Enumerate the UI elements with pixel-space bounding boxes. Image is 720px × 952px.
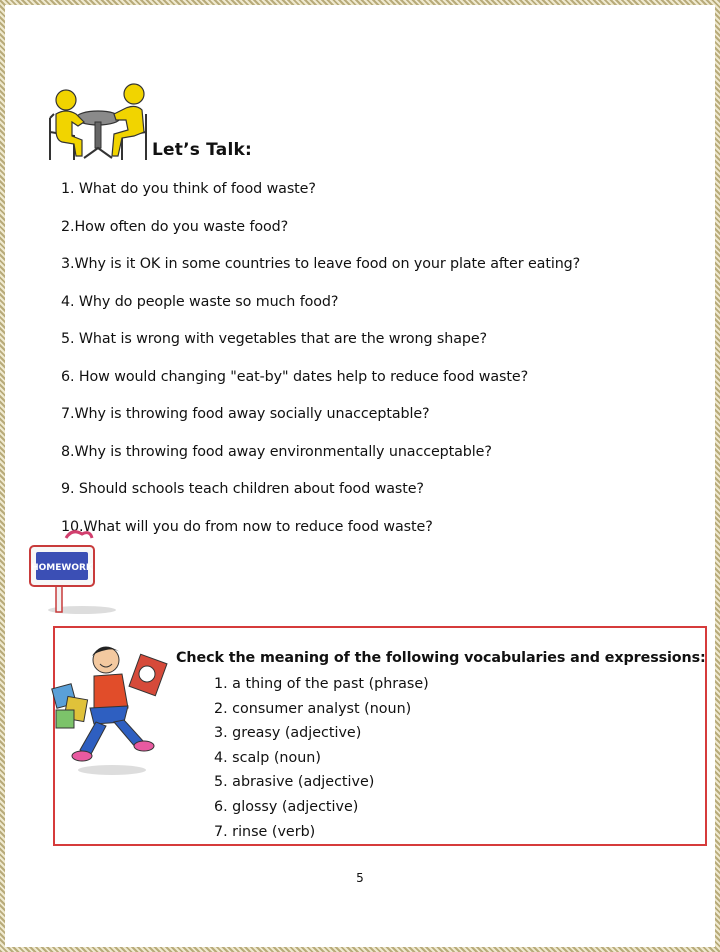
question-3: 3.Why is it OK in some countries to leave food on your plate after eating? — [61, 256, 581, 272]
vocab-item-5: 5. abrasive (adjective) — [214, 774, 375, 791]
vocab-item-7: 7. rinse (verb) — [214, 823, 316, 840]
vocab-item-3: 3. greasy (adjective) — [214, 725, 362, 742]
question-4: 4. Why do people waste so much food? — [61, 293, 339, 310]
question-10: 10.What will you do from now to reduce food waste? — [61, 518, 433, 535]
discussion-questions — [61, 179, 580, 554]
question-9: 9. Should schools teach children about food waste? — [61, 481, 424, 497]
question-7: 7.Why is throwing food away socially unacceptable? — [61, 406, 430, 422]
question-1: 1. What do you think of food waste? — [61, 181, 316, 197]
homework-sign-text: HOMEWORK — [31, 563, 93, 573]
vocab-item-6: 6. glossy (adjective) — [214, 798, 359, 815]
question-6: 6. How would changing "eat-by" dates help to reduce food waste? — [61, 368, 529, 385]
vocabulary-heading: Check the meaning of the following vocabularies and expressions: — [176, 650, 706, 666]
vocab-item-4: 4. scalp (noun) — [214, 749, 321, 766]
kid-with-books-illustration — [50, 638, 172, 778]
vocab-item-1: 1. a thing of the past (phrase) — [214, 676, 429, 692]
vocab-item-2: 2. consumer analyst (noun) — [214, 700, 412, 717]
question-5: 5. What is wrong with vegetables that are the wrong shape? — [61, 331, 488, 347]
question-2: 2.How often do you waste food? — [61, 218, 289, 235]
page-number: 5 — [356, 871, 364, 885]
lets-talk-heading: Let’s Talk: — [152, 140, 252, 160]
vocabulary-list — [214, 674, 429, 846]
question-8: 8.Why is throwing food away environmentally unacceptable? — [61, 443, 492, 460]
two-people-talking-illustration — [44, 80, 152, 164]
homework-sign-illustration — [26, 528, 122, 616]
